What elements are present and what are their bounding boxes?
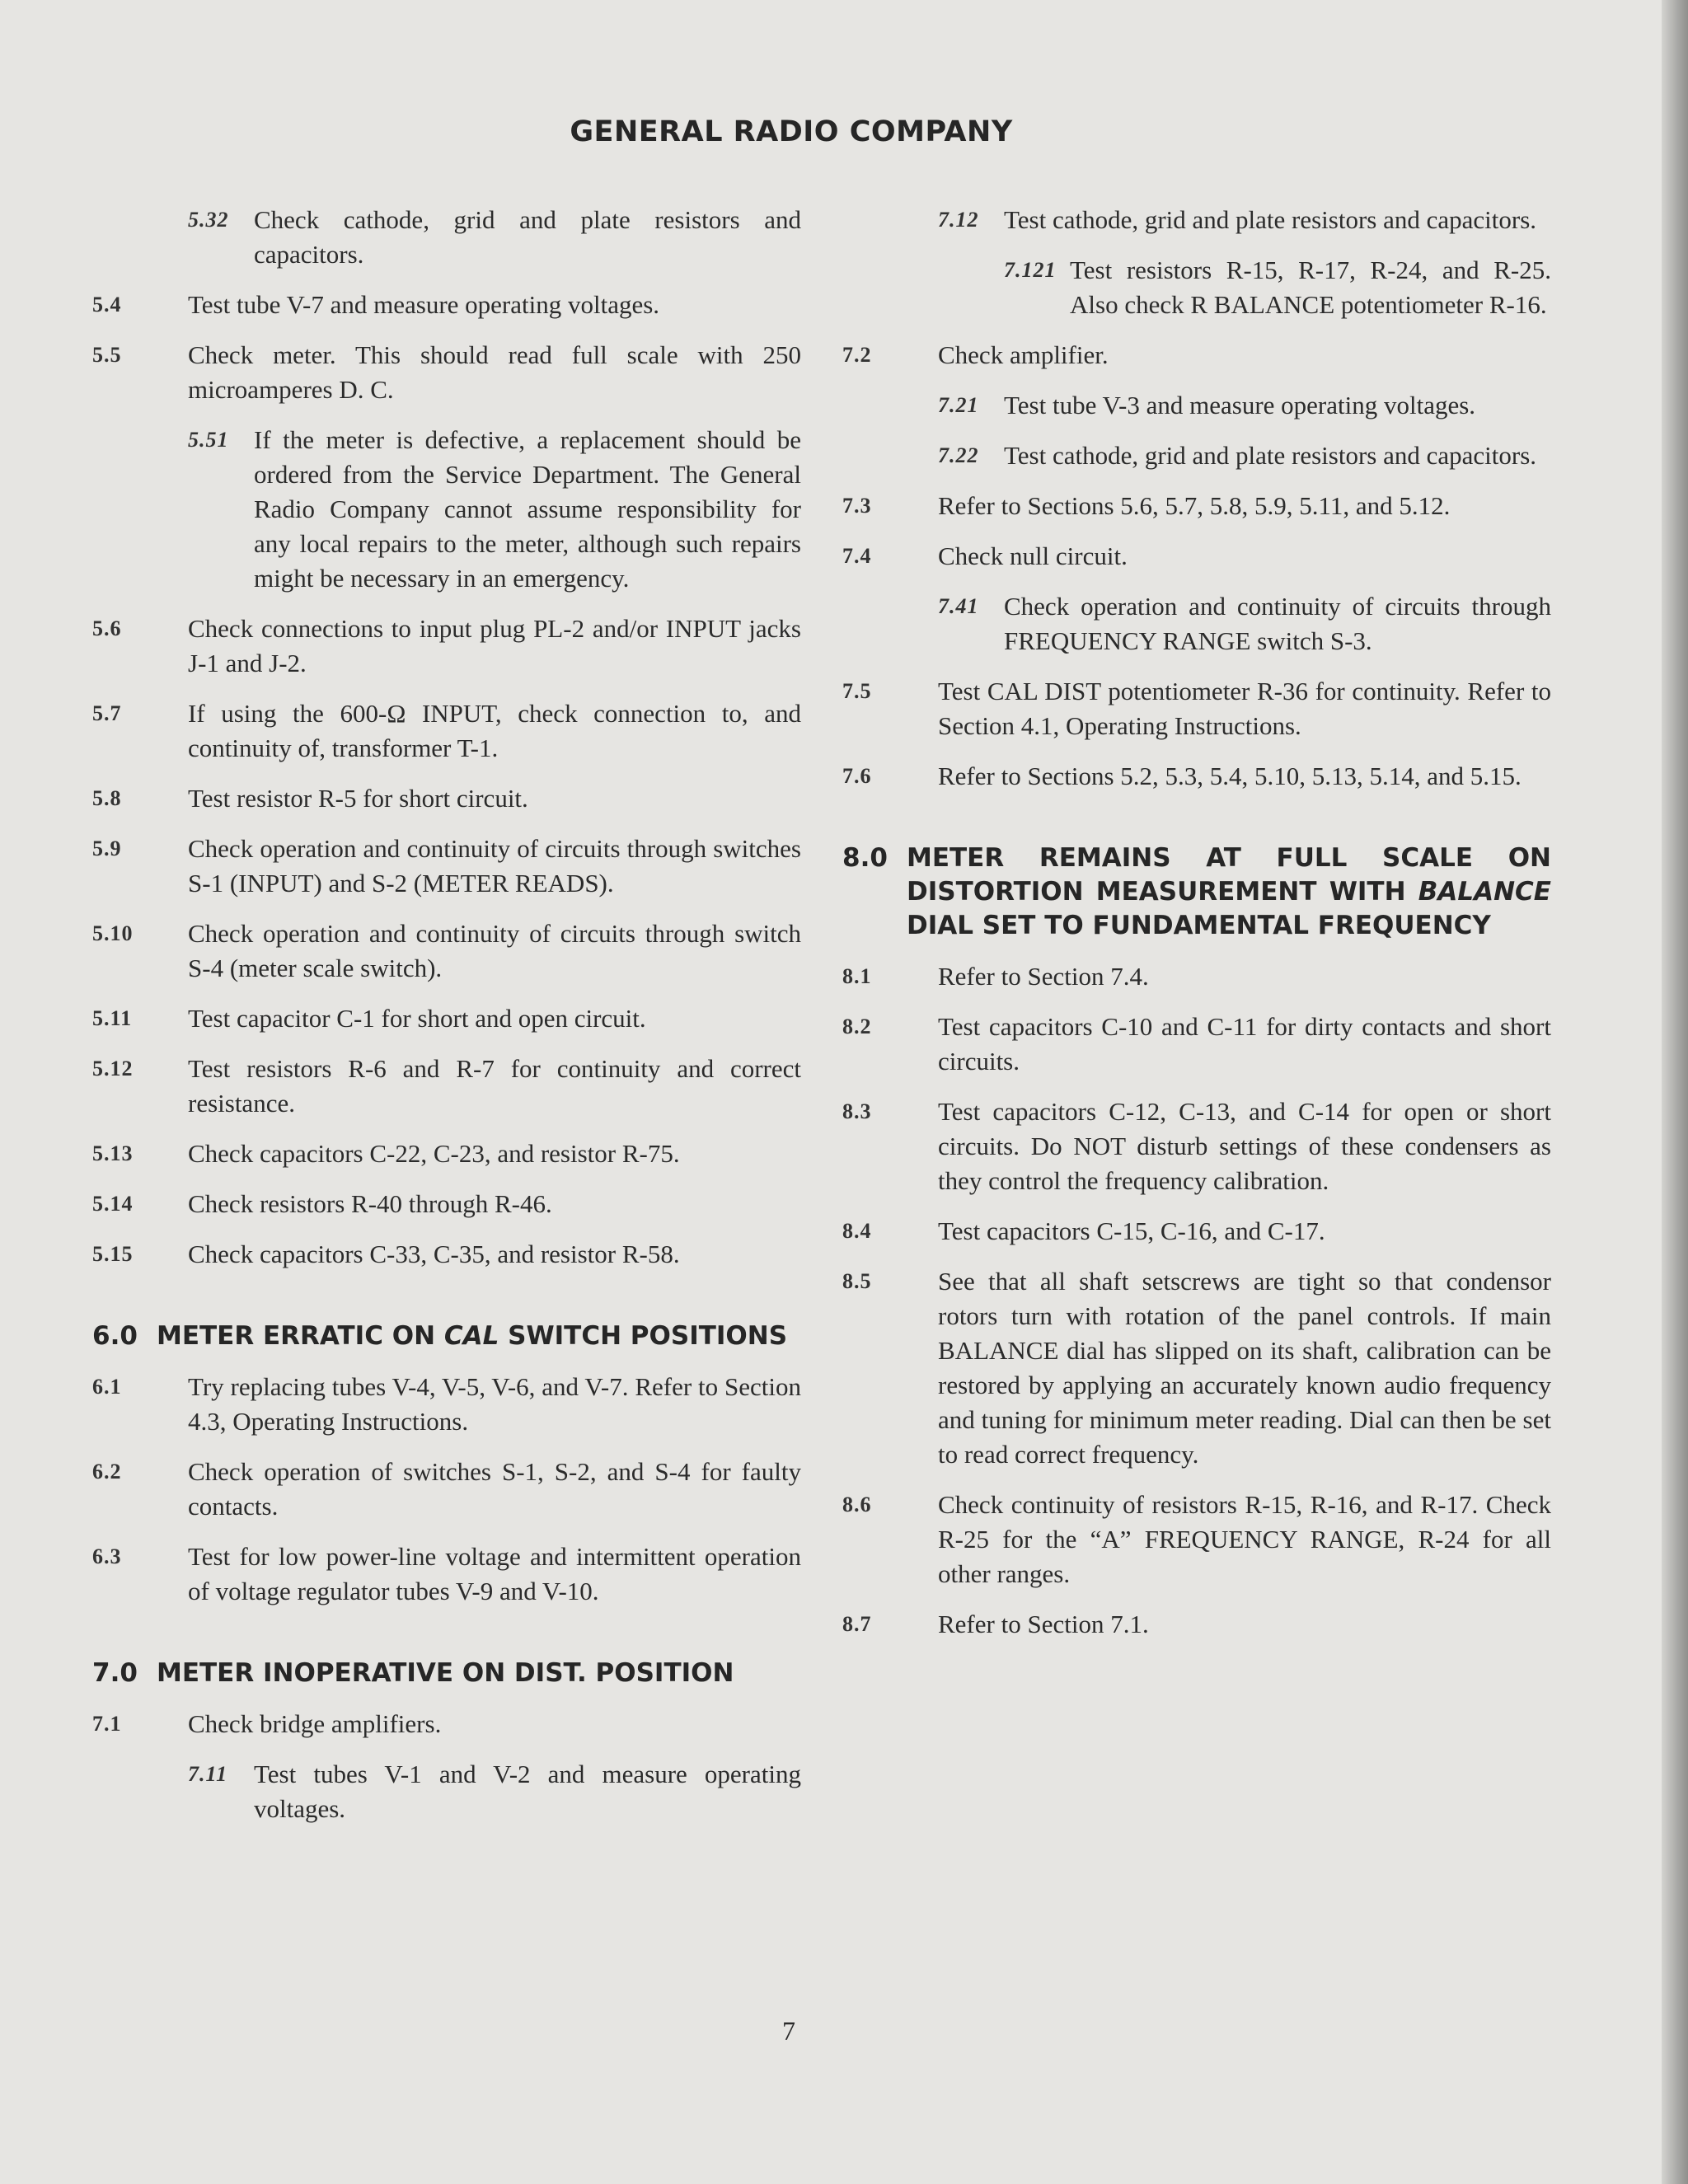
item-number: 5.15 xyxy=(92,1242,134,1266)
page-header: GENERAL RADIO COMPANY xyxy=(570,115,1013,148)
item-text: Test tubes V-1 and V-2 and measure operating voltages. xyxy=(254,1760,801,1823)
list-item xyxy=(92,1001,801,1036)
list-item xyxy=(92,1757,801,1826)
item-number: 7.3 xyxy=(842,494,872,518)
item-text: Test tube V-7 and measure operating voltages. xyxy=(188,290,660,319)
right-column xyxy=(842,203,1551,1657)
section-title-part: METER REMAINS AT FULL SCALE ON DISTORTION MEASUREMENT WITH xyxy=(907,843,1551,907)
section-title-part: DIAL SET TO FUNDAMENTAL FREQUENCY xyxy=(907,911,1491,940)
item-number: 5.11 xyxy=(92,1006,133,1030)
item-text: Check continuity of resistors R-15, R-16, and R-17. Check R-25 for the “A” FREQUENCY RANGE, R-24 for all other ranges. xyxy=(938,1490,1551,1588)
item-number: 7.22 xyxy=(938,443,979,467)
item-text: Check operation of switches S-1, S-2, and S-4 for faulty contacts. xyxy=(188,1457,801,1521)
section-number: 7.0 xyxy=(92,1658,138,1688)
list-item xyxy=(92,781,801,816)
list-item xyxy=(842,1010,1551,1079)
item-number: 5.12 xyxy=(92,1057,134,1080)
section-heading xyxy=(92,1657,801,1690)
item-number: 7.21 xyxy=(938,393,979,417)
list-item xyxy=(842,1094,1551,1198)
item-number: 7.2 xyxy=(842,343,872,367)
page-number: 7 xyxy=(782,2016,795,2046)
item-text: Test tube V-3 and measure operating voltages. xyxy=(1004,391,1476,419)
section-title-part: METER ERRATIC ON xyxy=(157,1321,444,1351)
list-item xyxy=(92,696,801,766)
item-text: Refer to Section 7.1. xyxy=(938,1610,1149,1638)
list-item xyxy=(842,203,1551,237)
section-title-part: SWITCH POSITIONS xyxy=(499,1321,788,1351)
item-number: 5.10 xyxy=(92,921,134,945)
list-item xyxy=(92,916,801,986)
item-text: See that all shaft setscrews are tight so that condensor rotors turn with rotation of the panel controls. If main BALANCE dial has slipped on its shaft, calibration can be restored by applying an accurately known audio frequency and tuning for minimum meter reading. Dial can then be set to read correct frequency. xyxy=(938,1267,1551,1469)
item-number: 6.3 xyxy=(92,1544,122,1568)
item-number: 7.12 xyxy=(938,208,979,232)
item-number: 5.13 xyxy=(92,1141,134,1165)
item-number: 8.4 xyxy=(842,1219,872,1243)
item-number: 7.1 xyxy=(92,1712,122,1736)
list-item xyxy=(842,759,1551,794)
item-number: 8.7 xyxy=(842,1612,872,1636)
list-item xyxy=(842,1488,1551,1591)
item-number: 6.2 xyxy=(92,1460,122,1483)
section-title-italic: BALANCE xyxy=(1418,877,1551,907)
item-number: 6.1 xyxy=(92,1375,122,1399)
list-item xyxy=(842,959,1551,994)
item-number: 7.121 xyxy=(1004,258,1057,282)
list-item xyxy=(92,288,801,322)
item-number: 5.9 xyxy=(92,837,122,860)
item-number: 8.2 xyxy=(842,1015,872,1038)
item-text: Check cathode, grid and plate resistors and capacitors. xyxy=(254,205,801,269)
item-text: Check operation and continuity of circuits through FREQUENCY RANGE switch S-3. xyxy=(1004,592,1551,655)
item-number: 5.7 xyxy=(92,701,122,725)
item-text: Test for low power-line voltage and intermittent operation of voltage regulator tubes V-9 and V-10. xyxy=(188,1542,801,1605)
list-item xyxy=(92,1137,801,1171)
item-number: 7.41 xyxy=(938,594,979,618)
item-text: Test capacitors C-10 and C-11 for dirty contacts and short circuits. xyxy=(938,1012,1551,1076)
list-item xyxy=(842,674,1551,743)
list-item xyxy=(842,1607,1551,1642)
item-text: Check capacitors C-33, C-35, and resistor R-58. xyxy=(188,1240,680,1268)
list-item xyxy=(92,423,801,596)
item-number: 5.5 xyxy=(92,343,122,367)
item-text: Refer to Sections 5.2, 5.3, 5.4, 5.10, 5.13, 5.14, and 5.15. xyxy=(938,762,1522,790)
item-number: 8.1 xyxy=(842,964,872,988)
item-text: Check capacitors C-22, C-23, and resistor R-75. xyxy=(188,1139,680,1168)
list-item xyxy=(842,388,1551,423)
list-item xyxy=(842,1214,1551,1249)
list-item xyxy=(92,1370,801,1439)
item-text: Check operation and continuity of circuits through switches S-1 (INPUT) and S-2 (METER READS). xyxy=(188,834,801,898)
item-text: Refer to Section 7.4. xyxy=(938,962,1149,991)
section-title: METER INOPERATIVE ON DIST. POSITION xyxy=(157,1658,734,1688)
item-number: 5.14 xyxy=(92,1192,134,1216)
list-item xyxy=(842,489,1551,523)
item-text: Test cathode, grid and plate resistors and capacitors. xyxy=(1004,205,1537,234)
list-item xyxy=(842,438,1551,473)
section-number: 8.0 xyxy=(842,843,888,873)
item-number: 8.3 xyxy=(842,1099,872,1123)
item-number: 7.4 xyxy=(842,544,872,568)
item-text: Try replacing tubes V-4, V-5, V-6, and V-7. Refer to Section 4.3, Operating Instructions. xyxy=(188,1372,801,1436)
section-title xyxy=(92,1319,801,1353)
item-text: Test resistors R-6 and R-7 for continuity and correct resistance. xyxy=(188,1054,801,1118)
list-item xyxy=(92,338,801,407)
list-item xyxy=(92,1707,801,1741)
item-text: If the meter is defective, a replacement should be ordered from the Service Department. The General Radio Company cannot assume responsibility for any local repairs to the meter, although such repairs might be necessary in an emergency. xyxy=(254,425,801,593)
list-item xyxy=(842,338,1551,373)
item-number: 7.11 xyxy=(188,1762,228,1786)
list-item xyxy=(92,1237,801,1272)
list-item xyxy=(842,589,1551,658)
list-item xyxy=(92,612,801,681)
item-number: 5.4 xyxy=(92,293,122,316)
item-text: Check meter. This should read full scale with 250 microamperes D. C. xyxy=(188,340,801,404)
item-text: Check operation and continuity of circuits through switch S-4 (meter scale switch). xyxy=(188,919,801,982)
section-number: 6.0 xyxy=(92,1321,138,1351)
section-heading xyxy=(92,1319,801,1353)
item-text: Check amplifier. xyxy=(938,340,1109,369)
item-number: 5.8 xyxy=(92,786,122,810)
item-number: 8.6 xyxy=(842,1493,872,1516)
item-text: Test capacitors C-12, C-13, and C-14 for open or short circuits. Do NOT disturb settings of these condensers as they control the frequency calibration. xyxy=(938,1097,1551,1195)
list-item xyxy=(92,1455,801,1524)
item-text: Test resistor R-5 for short circuit. xyxy=(188,784,528,813)
item-text: Test resistors R-15, R-17, R-24, and R-25. Also check R BALANCE potentiometer R-16. xyxy=(1070,255,1551,319)
item-number: 7.5 xyxy=(842,679,872,703)
list-item xyxy=(92,1052,801,1121)
list-item xyxy=(842,253,1551,322)
list-item xyxy=(842,1264,1551,1472)
section-title xyxy=(842,841,1551,943)
item-text: If using the 600-Ω INPUT, check connection to, and continuity of, transformer T-1. xyxy=(188,699,801,762)
item-text: Test CAL DIST potentiometer R-36 for continuity. Refer to Section 4.1, Operating Instructions. xyxy=(938,677,1551,740)
section-title-italic: CAL xyxy=(443,1321,499,1351)
item-text: Test capacitors C-15, C-16, and C-17. xyxy=(938,1216,1325,1245)
list-item xyxy=(92,1187,801,1221)
item-text: Check null circuit. xyxy=(938,541,1128,570)
item-number: 7.6 xyxy=(842,764,872,788)
item-number: 5.51 xyxy=(188,428,229,452)
item-number: 8.5 xyxy=(842,1269,872,1293)
section-heading xyxy=(842,841,1551,943)
item-text: Check connections to input plug PL-2 and/or INPUT jacks J-1 and J-2. xyxy=(188,614,801,677)
list-item xyxy=(842,539,1551,574)
list-item xyxy=(92,203,801,272)
item-text: Test cathode, grid and plate resistors and capacitors. xyxy=(1004,441,1537,470)
item-number: 5.6 xyxy=(92,616,122,640)
item-text: Check bridge amplifiers. xyxy=(188,1709,442,1738)
item-text: Test capacitor C-1 for short and open circuit. xyxy=(188,1004,646,1033)
left-column xyxy=(92,203,801,1842)
page-edge xyxy=(1662,0,1688,2184)
list-item xyxy=(92,832,801,901)
list-item xyxy=(92,1540,801,1609)
item-number: 5.32 xyxy=(188,208,229,232)
item-text: Refer to Sections 5.6, 5.7, 5.8, 5.9, 5.11, and 5.12. xyxy=(938,491,1451,520)
item-text: Check resistors R-40 through R-46. xyxy=(188,1189,552,1218)
